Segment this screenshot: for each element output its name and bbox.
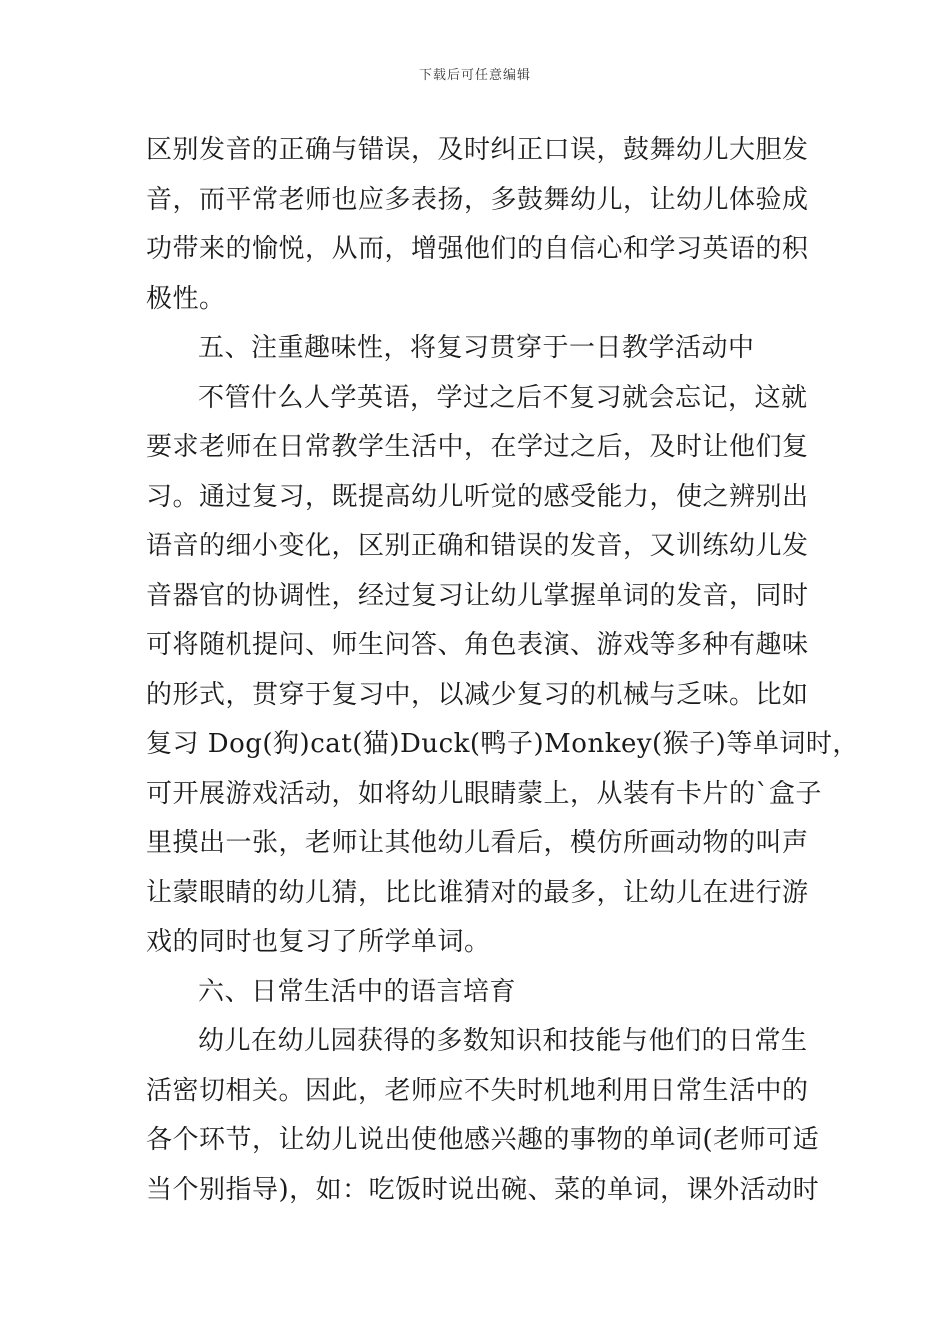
text-line: 可开展游戏活动，如将幼儿眼睛蒙上，从装有卡片的`盒子 bbox=[146, 778, 823, 809]
text-line: 当个别指导)，如：吃饭时说出碗、菜的单词，课外活动时 bbox=[146, 1174, 820, 1205]
document-body bbox=[146, 126, 859, 1215]
text-line: 复习 Dog(狗)cat(猫)Duck(鸭子)Monkey(猴子)等单词时， bbox=[146, 729, 859, 759]
text-line: 习。通过复习，既提高幼儿听觉的感受能力，使之辨别出 bbox=[146, 481, 809, 512]
text-line: 可将随机提问、师生问答、角色表演、游戏等多种有趣味 bbox=[146, 630, 809, 660]
text-line: 各个环节，让幼儿说出使他感兴趣的事物的单词(老师可适 bbox=[146, 1125, 820, 1155]
text-line: 里摸出一张，老师让其他幼儿看后，模仿所画动物的叫声 bbox=[146, 828, 809, 858]
text-line: 极性。 bbox=[146, 283, 226, 314]
text-line: 语音的细小变化，区别正确和错误的发音，又训练幼儿发 bbox=[146, 531, 809, 561]
section-heading: 五、注重趣味性，将复习贯穿于一日教学活动中 bbox=[198, 333, 755, 363]
text-line: 的形式，贯穿于复习中，以减少复习的机械与乏味。比如 bbox=[146, 679, 809, 710]
text-line: 戏的同时也复习了所学单词。 bbox=[146, 927, 491, 957]
text-line: 要求老师在日常教学生活中，在学过之后，及时让他们复 bbox=[146, 432, 809, 462]
section-heading: 六、日常生活中的语言培育 bbox=[198, 976, 517, 1007]
text-line: 不管什么人学英语，学过之后不复习就会忘记，这就 bbox=[198, 382, 808, 413]
text-line: 音，而平常老师也应多表扬，多鼓舞幼儿，让幼儿体验成 bbox=[146, 184, 809, 215]
text-line: 让蒙眼睛的幼儿猜，比比谁猜对的最多，让幼儿在进行游 bbox=[146, 877, 809, 908]
text-line: 区别发音的正确与错误，及时纠正口误，鼓舞幼儿大胆发 bbox=[146, 135, 809, 165]
text-line: 活密切相关。因此，老师应不失时机地利用日常生活中的 bbox=[146, 1075, 809, 1106]
text-line: 功带来的愉悦，从而，增强他们的自信心和学习英语的积 bbox=[146, 234, 809, 264]
text-line: 音器官的协调性，经过复习让幼儿掌握单词的发音，同时 bbox=[146, 580, 809, 611]
text-line: 幼儿在幼儿园获得的多数知识和技能与他们的日常生 bbox=[198, 1026, 808, 1056]
page-header: 下载后可任意编辑 bbox=[418, 68, 531, 83]
